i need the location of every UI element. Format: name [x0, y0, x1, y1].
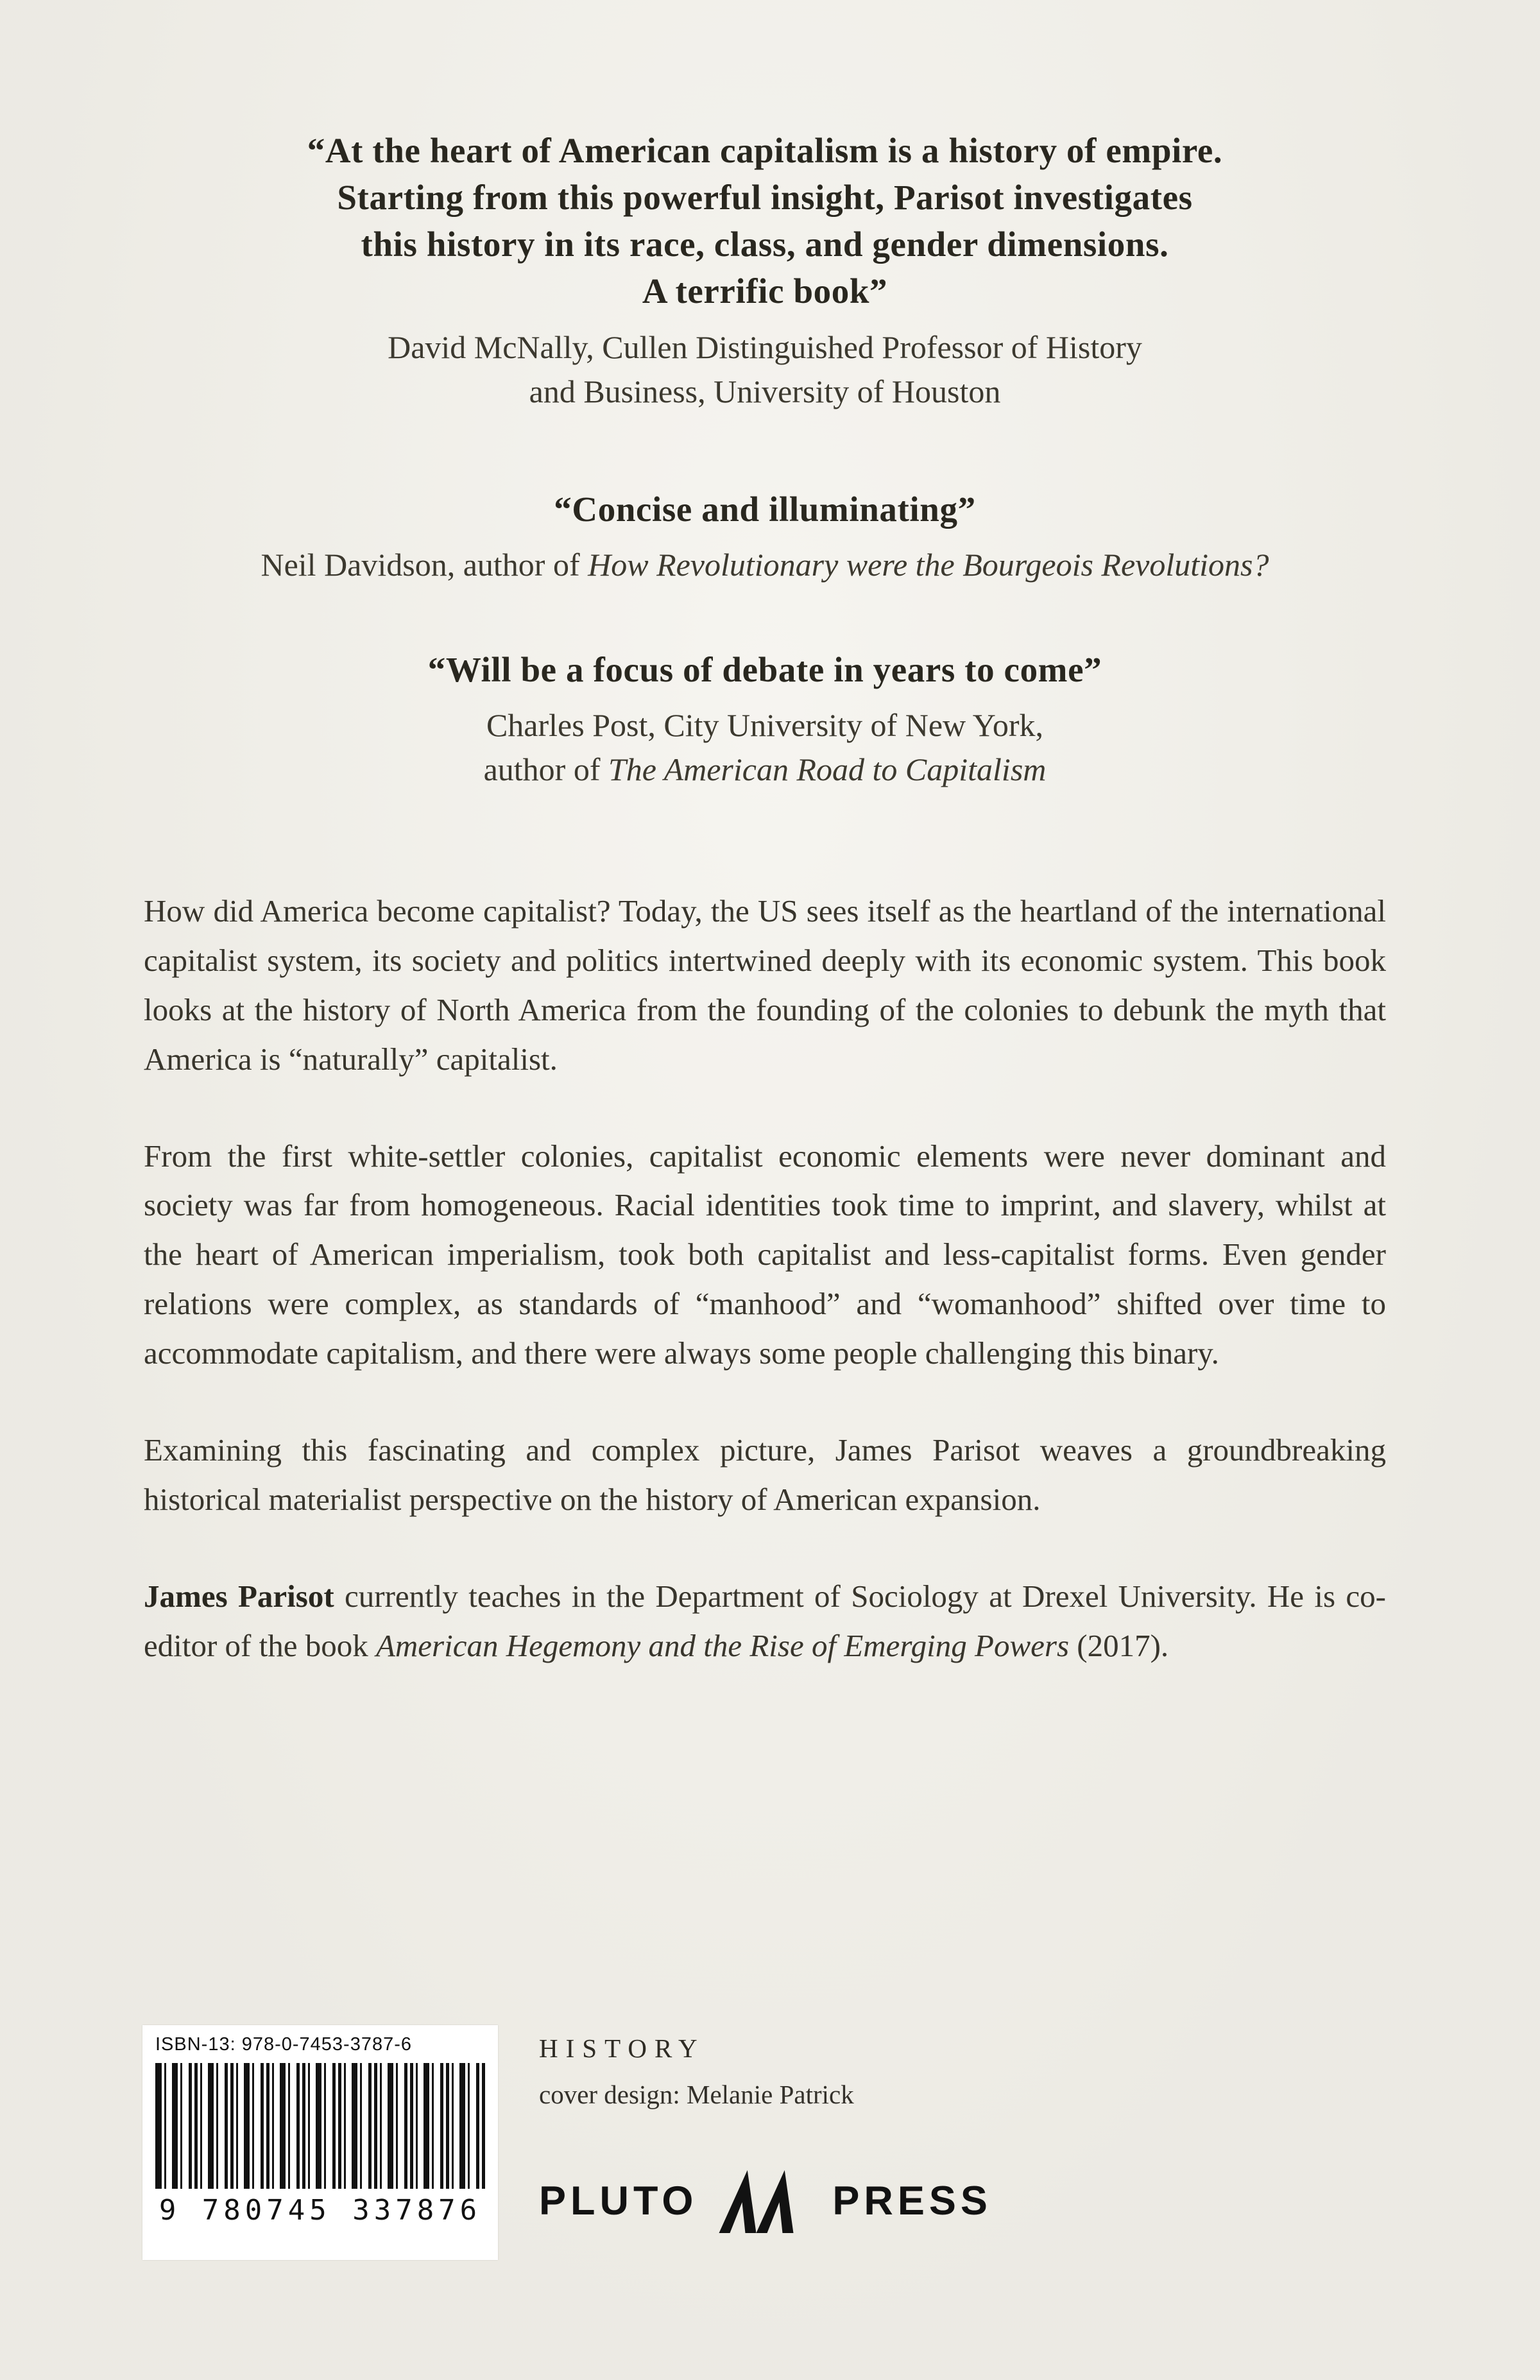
- isbn-label: ISBN-13: 978-0-7453-3787-6: [155, 2034, 413, 2055]
- quote-line: Starting from this powerful insight, Parisot investigates: [337, 178, 1193, 218]
- attribution-line: David McNally, Cullen Distinguished Professor of History: [388, 329, 1142, 365]
- imprint-block: [539, 2033, 992, 2233]
- publisher-name-press: PRESS: [832, 2179, 992, 2223]
- author-name: James Parisot: [144, 1578, 334, 1614]
- category-label: HISTORY: [539, 2033, 705, 2063]
- attribution-line: Charles Post, City University of New York,: [486, 706, 1044, 743]
- bio-book-title: American Hegemony and the Rise of Emerging Powers: [375, 1627, 1070, 1663]
- blurb-attribution: [144, 325, 1386, 414]
- blurb-davidson: [144, 486, 1386, 587]
- barcode-digits: 9 780745 337876: [158, 2194, 482, 2227]
- synopsis-paragraph: Examining this fascinating and complex picture, James Parisot weaves a groundbreaking historical materialist perspective on the history of American expansion.: [144, 1432, 1386, 1518]
- cover-design-credit: cover design: Melanie Patrick: [539, 2080, 854, 2109]
- quote-line: A terrific book”: [642, 271, 888, 311]
- barcode-icon: [155, 2063, 485, 2189]
- blurb-quote: [144, 127, 1386, 315]
- quote-line: this history in its race, class, and gender dimensions.: [361, 225, 1169, 264]
- synopsis-paragraph: How did America become capitalist? Today, the US sees itself as the heartland of the international capitalist system, its society and politics intertwined deeply with its economic system. This book looks at the history of North America from the founding of the colonies to debunk the myth that America is “naturally” capitalist.: [144, 893, 1386, 1077]
- quote-line: “At the heart of American capitalism is a history of empire.: [307, 131, 1223, 170]
- back-cover-copy: [144, 887, 1386, 1671]
- attribution-line: [144, 748, 1386, 792]
- attribution-book-title: How Revolutionary were the Bourgeois Revolutions?: [588, 546, 1269, 583]
- attribution-text: Neil Davidson, author of: [261, 546, 588, 583]
- blurb-quote: “Concise and illuminating”: [554, 489, 976, 529]
- blurb-post: [144, 646, 1386, 792]
- bio-text: (2017).: [1069, 1627, 1169, 1663]
- blurb-quote: “Will be a focus of debate in years to come”: [427, 649, 1102, 689]
- bio-text: currently teaches in the Department of Sociology at Drexel University. He is co-editor of the book: [144, 1578, 1386, 1663]
- barcode-panel: [142, 2025, 498, 2260]
- synopsis-paragraph: From the first white-settler colonies, capitalist economic elements were never dominant and society was far from homogeneous. Racial identities took time to imprint, and slavery, whilst at the heart of American imperialism, took both capitalist and less-capitalist forms. Even gender relations were complex, as standards of “manhood” and “womanhood” shifted over time to accommodate capitalism, and there were always some people challenging this binary.: [144, 1138, 1386, 1371]
- attribution-book-title: The American Road to Capitalism: [608, 751, 1047, 787]
- attribution-line: and Business, University of Houston: [529, 373, 1001, 409]
- publisher-name-pluto: PLUTO: [539, 2179, 698, 2223]
- publisher-logo: [539, 2169, 992, 2233]
- blurb-attribution: [144, 703, 1386, 792]
- blurb-mcnally: [144, 127, 1386, 414]
- attribution-text: author of: [483, 751, 608, 787]
- pluto-press-logo-icon: [717, 2169, 813, 2233]
- author-bio: [144, 1572, 1386, 1671]
- blurb-attribution: [144, 543, 1386, 587]
